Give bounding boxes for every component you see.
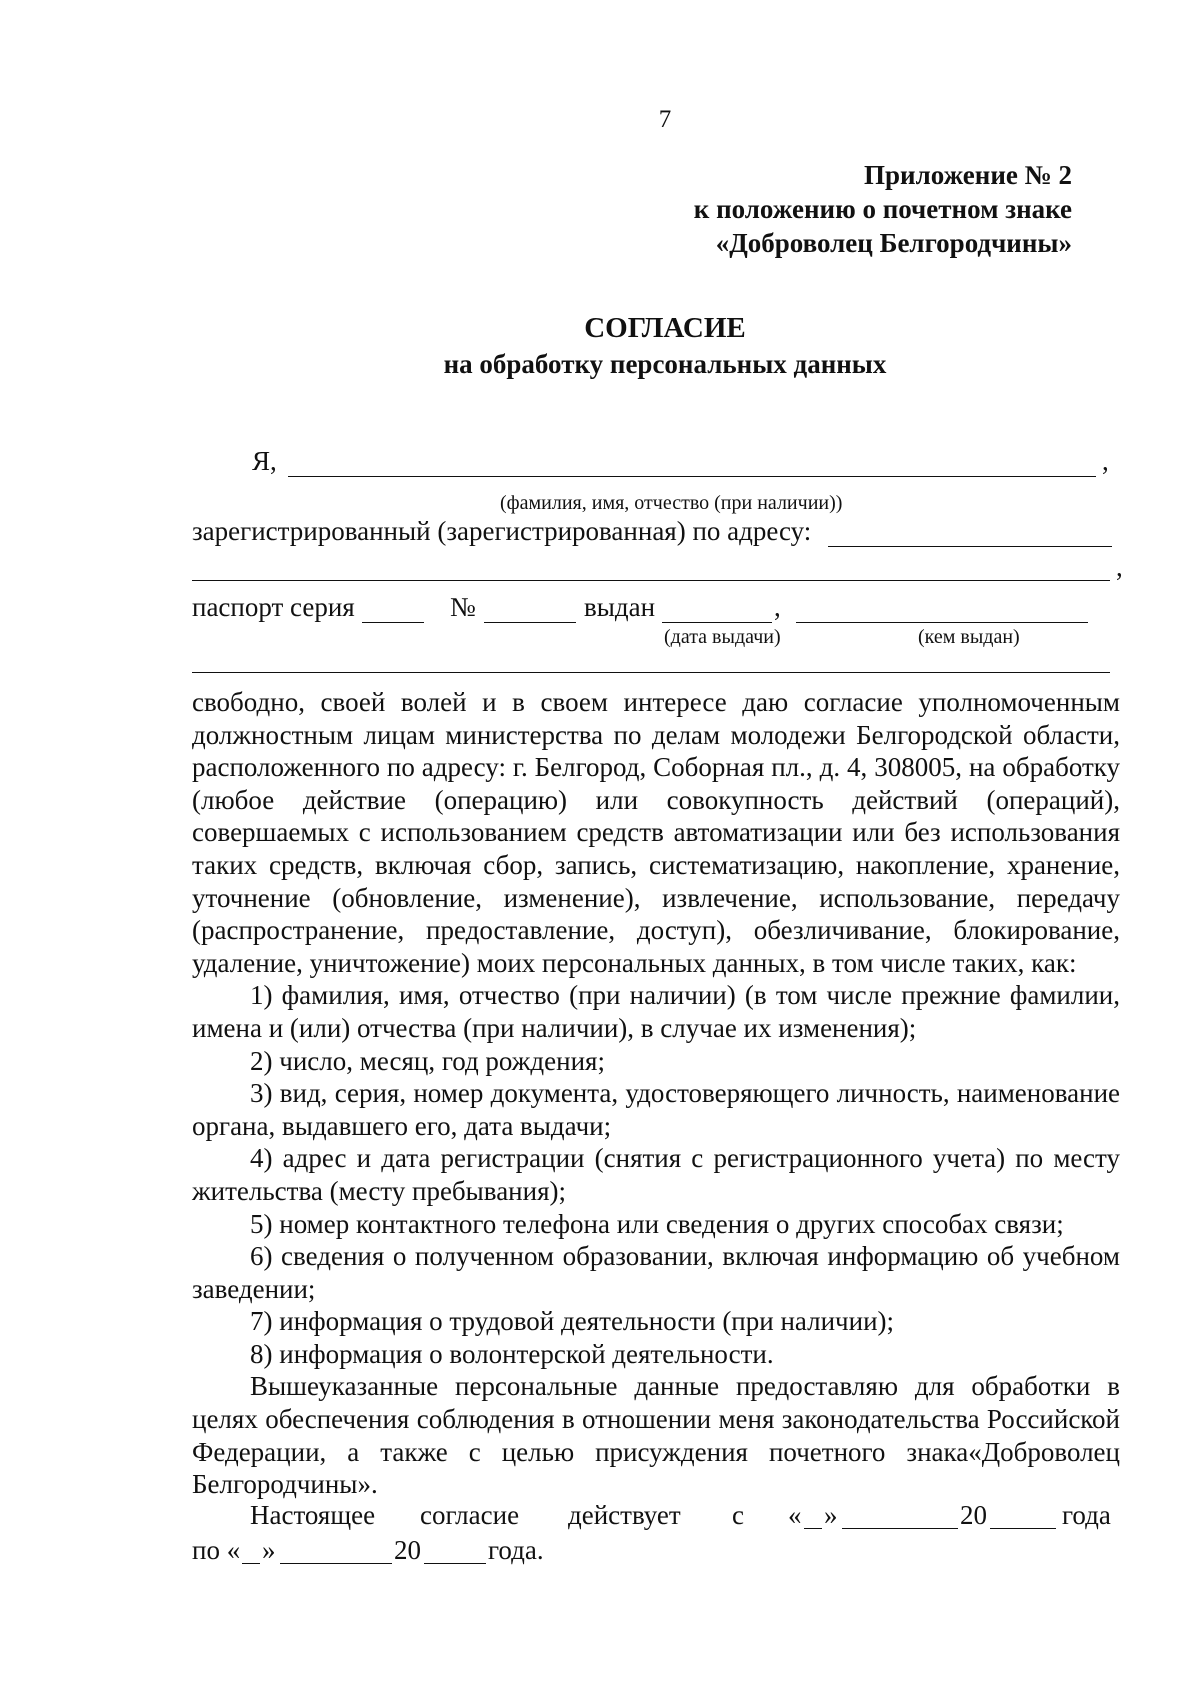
- document-subtitle: на обработку персональных данных: [443, 349, 887, 379]
- end-year-field[interactable]: [424, 1563, 486, 1564]
- start-year-word: года: [1062, 1500, 1111, 1530]
- fio-row: [192, 446, 1120, 480]
- consent-purpose: Вышеуказанные персональные данные предоставляю для обработки в целях обеспечения соблюдения в отношении меня законодательства Российской Федерации, а также с целью присуждения почетного знака«Доброволец Белгородчины».: [192, 1371, 1120, 1500]
- issued-by-field-2[interactable]: [192, 672, 1110, 673]
- list-item: 2) число, месяц, год рождения;: [250, 1045, 605, 1076]
- registered-label: зарегистрированный (зарегистрированная) по адресу:: [192, 516, 812, 546]
- issued-by-hint: (кем выдан): [918, 626, 1020, 648]
- appendix-number: Приложение № 2: [864, 160, 1072, 190]
- start-day-field[interactable]: [804, 1528, 822, 1529]
- appendix-award-name: «Доброволец Белгородчины»: [715, 228, 1072, 258]
- fio-hint: (фамилия, имя, отчество (при наличии)): [500, 492, 843, 514]
- passport-issued-label: выдан: [584, 592, 656, 622]
- list-item: 4) адрес и дата регистрации (снятия с регистрационного учета) по месту жительства (месту пребывания);: [192, 1143, 1120, 1206]
- address-field-2[interactable]: [192, 580, 1110, 581]
- validity-word-4: с: [732, 1500, 744, 1530]
- start-year-prefix: 20: [960, 1500, 987, 1530]
- validity-end-row: [192, 1535, 1120, 1569]
- issue-date-field[interactable]: [662, 622, 772, 623]
- start-open-quote: «: [788, 1500, 802, 1530]
- list-item: 7) информация о трудовой деятельности (при наличии);: [250, 1306, 895, 1337]
- passport-series-label: паспорт серия: [192, 592, 355, 622]
- issue-date-hint: (дата выдачи): [664, 626, 781, 648]
- issue-comma: ,: [774, 592, 781, 622]
- end-year-prefix: 20: [394, 1535, 421, 1565]
- list-item: 1) фамилия, имя, отчество (при наличии) (в том числе прежние фамилии, имена и (или) отчества (при наличии), в случае их изменения);: [192, 980, 1120, 1043]
- start-month-field[interactable]: [842, 1528, 958, 1529]
- validity-word-3: действует: [568, 1500, 681, 1530]
- end-year-word: года.: [488, 1535, 544, 1565]
- validity-word-2: согласие: [420, 1500, 520, 1530]
- list-item: 5) номер контактного телефона или сведения о других способах связи;: [250, 1208, 1064, 1239]
- issued-by-field[interactable]: [796, 622, 1088, 623]
- fio-field[interactable]: [288, 476, 1096, 477]
- start-close-quote: »: [824, 1500, 838, 1530]
- page-number: 7: [658, 106, 672, 133]
- validity-word-1: Настоящее: [250, 1500, 376, 1530]
- list-item: 8) информация о волонтерской деятельности.: [250, 1338, 774, 1369]
- start-year-field[interactable]: [990, 1528, 1056, 1529]
- address-comma: ,: [1116, 552, 1123, 582]
- list-item: 3) вид, серия, номер документа, удостоверяющего личность, наименование органа, выдавшего его, дата выдачи;: [192, 1078, 1120, 1141]
- address-row: [192, 516, 1120, 550]
- consent-body: [192, 686, 1120, 1501]
- i-label: Я,: [252, 446, 277, 476]
- appendix-header: [694, 158, 1072, 260]
- validity-start-row: [192, 1500, 1120, 1534]
- appendix-reference: к положению о почетном знаке: [693, 194, 1072, 224]
- address-field-1[interactable]: [828, 546, 1112, 547]
- passport-number-field[interactable]: [484, 622, 576, 623]
- passport-series-field[interactable]: [362, 622, 424, 623]
- end-month-field[interactable]: [280, 1563, 392, 1564]
- list-item: 6) сведения о полученном образовании, включая информацию об учебном заведении;: [192, 1241, 1120, 1304]
- address-row-2: [192, 550, 1123, 584]
- passport-number-sign: №: [450, 592, 476, 622]
- end-close-quote: »: [262, 1535, 276, 1565]
- end-open-quote: по «: [192, 1535, 241, 1565]
- consent-intro: свободно, своей волей и в своем интересе даю согласие уполномоченным должностным лицам министерства по делам молодежи Белгородской области, расположенного по адресу: г. Белгород, Соборная пл., д. 4, 308005, на обработку (любое действие (операцию) или совокупность действий (операций), совершаемых с использованием средств автоматизации или без использования таких средств, включая сбор, запись, систематизацию, накопление, хранение, уточнение (обновление, изменение), извлечение, использование, передачу (распространение, предоставление, доступ), обезличивание, блокирование, удаление, уничтожение) моих персональных данных, в том числе таких, как:: [192, 687, 1120, 978]
- fio-comma: ,: [1102, 446, 1109, 476]
- end-day-field[interactable]: [242, 1563, 260, 1564]
- document-title: СОГЛАСИЕ: [584, 312, 746, 344]
- passport-row: [192, 592, 1120, 626]
